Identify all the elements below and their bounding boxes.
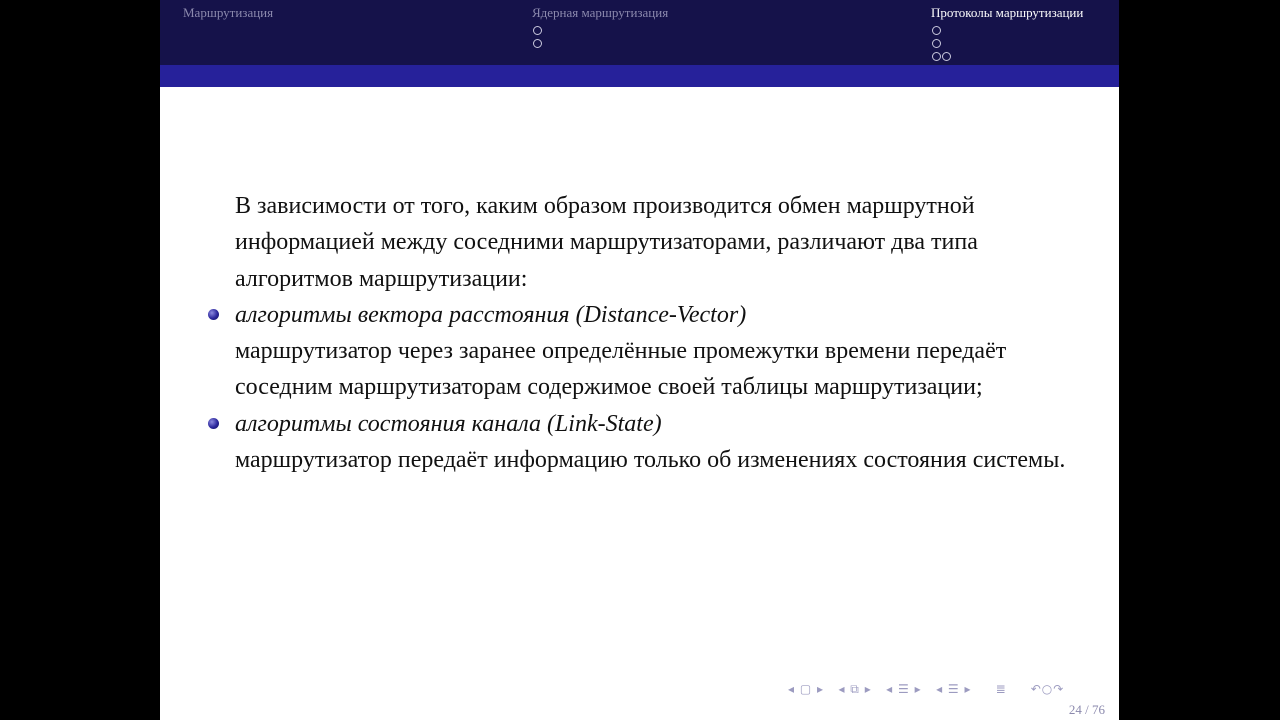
subsection-nav-icon[interactable]: ◂ ⧉ ▸	[838, 682, 872, 696]
intro-paragraph: В зависимости от того, каким образом производится обмен маршрутной информацией между соседними маршрутизаторами, различают два типа алгоритмов маршрутизации:	[235, 193, 978, 292]
protocols-subsection-dots	[932, 26, 951, 62]
bullet-icon	[208, 418, 219, 429]
appendix-icon[interactable]: ≣	[995, 682, 1007, 696]
page-current: 24	[1068, 702, 1082, 717]
page-number	[1069, 702, 1105, 718]
frame-dot-icon[interactable]	[942, 52, 951, 61]
list-item-link-state	[235, 406, 1075, 479]
page-total: 76	[1092, 702, 1105, 717]
nav-section-routing-protocols[interactable]: Протоколы маршрутизации	[931, 5, 1084, 20]
frame-nav-icon[interactable]: ◂ ▢ ▸	[788, 682, 825, 696]
search-back-forward-icon[interactable]: ↶○↷	[1030, 682, 1065, 696]
item-title: алгоритмы вектора расстояния (Distance-Vector)	[235, 301, 747, 328]
header-subbar	[160, 65, 1119, 87]
slide-body	[235, 188, 1075, 478]
nav-section-routing[interactable]: Маршрутизация	[183, 5, 274, 20]
document-nav-icon[interactable]: ◂ ☰ ▸	[936, 682, 972, 696]
beamer-navigation-symbols	[788, 682, 1064, 697]
nav-section-core-routing[interactable]: Ядерная маршрутизация	[532, 5, 669, 20]
frame-dot-icon[interactable]	[932, 39, 941, 48]
page-separator: /	[1081, 702, 1092, 717]
frame-dot-icon[interactable]	[533, 39, 542, 48]
frame-dot-icon[interactable]	[533, 26, 542, 35]
item-title: алгоритмы состояния канала (Link-State)	[235, 410, 662, 437]
frame-dot-icon[interactable]	[932, 52, 941, 61]
bullet-icon	[208, 309, 219, 320]
slide	[160, 0, 1119, 720]
item-description: маршрутизатор через заранее определённые промежутки времени передаёт соседним маршрутизаторам содержимое своей таблицы маршрутизации;	[235, 338, 1007, 401]
item-description: маршрутизатор передаёт информацию только об изменениях состояния системы.	[235, 447, 1066, 474]
frame-dot-icon[interactable]	[932, 26, 941, 35]
section-nav-icon[interactable]: ◂ ☰ ▸	[886, 682, 922, 696]
navigation-header	[160, 0, 1119, 65]
core-routing-subsection-dots	[533, 26, 542, 49]
list-item-distance-vector	[235, 297, 1075, 406]
